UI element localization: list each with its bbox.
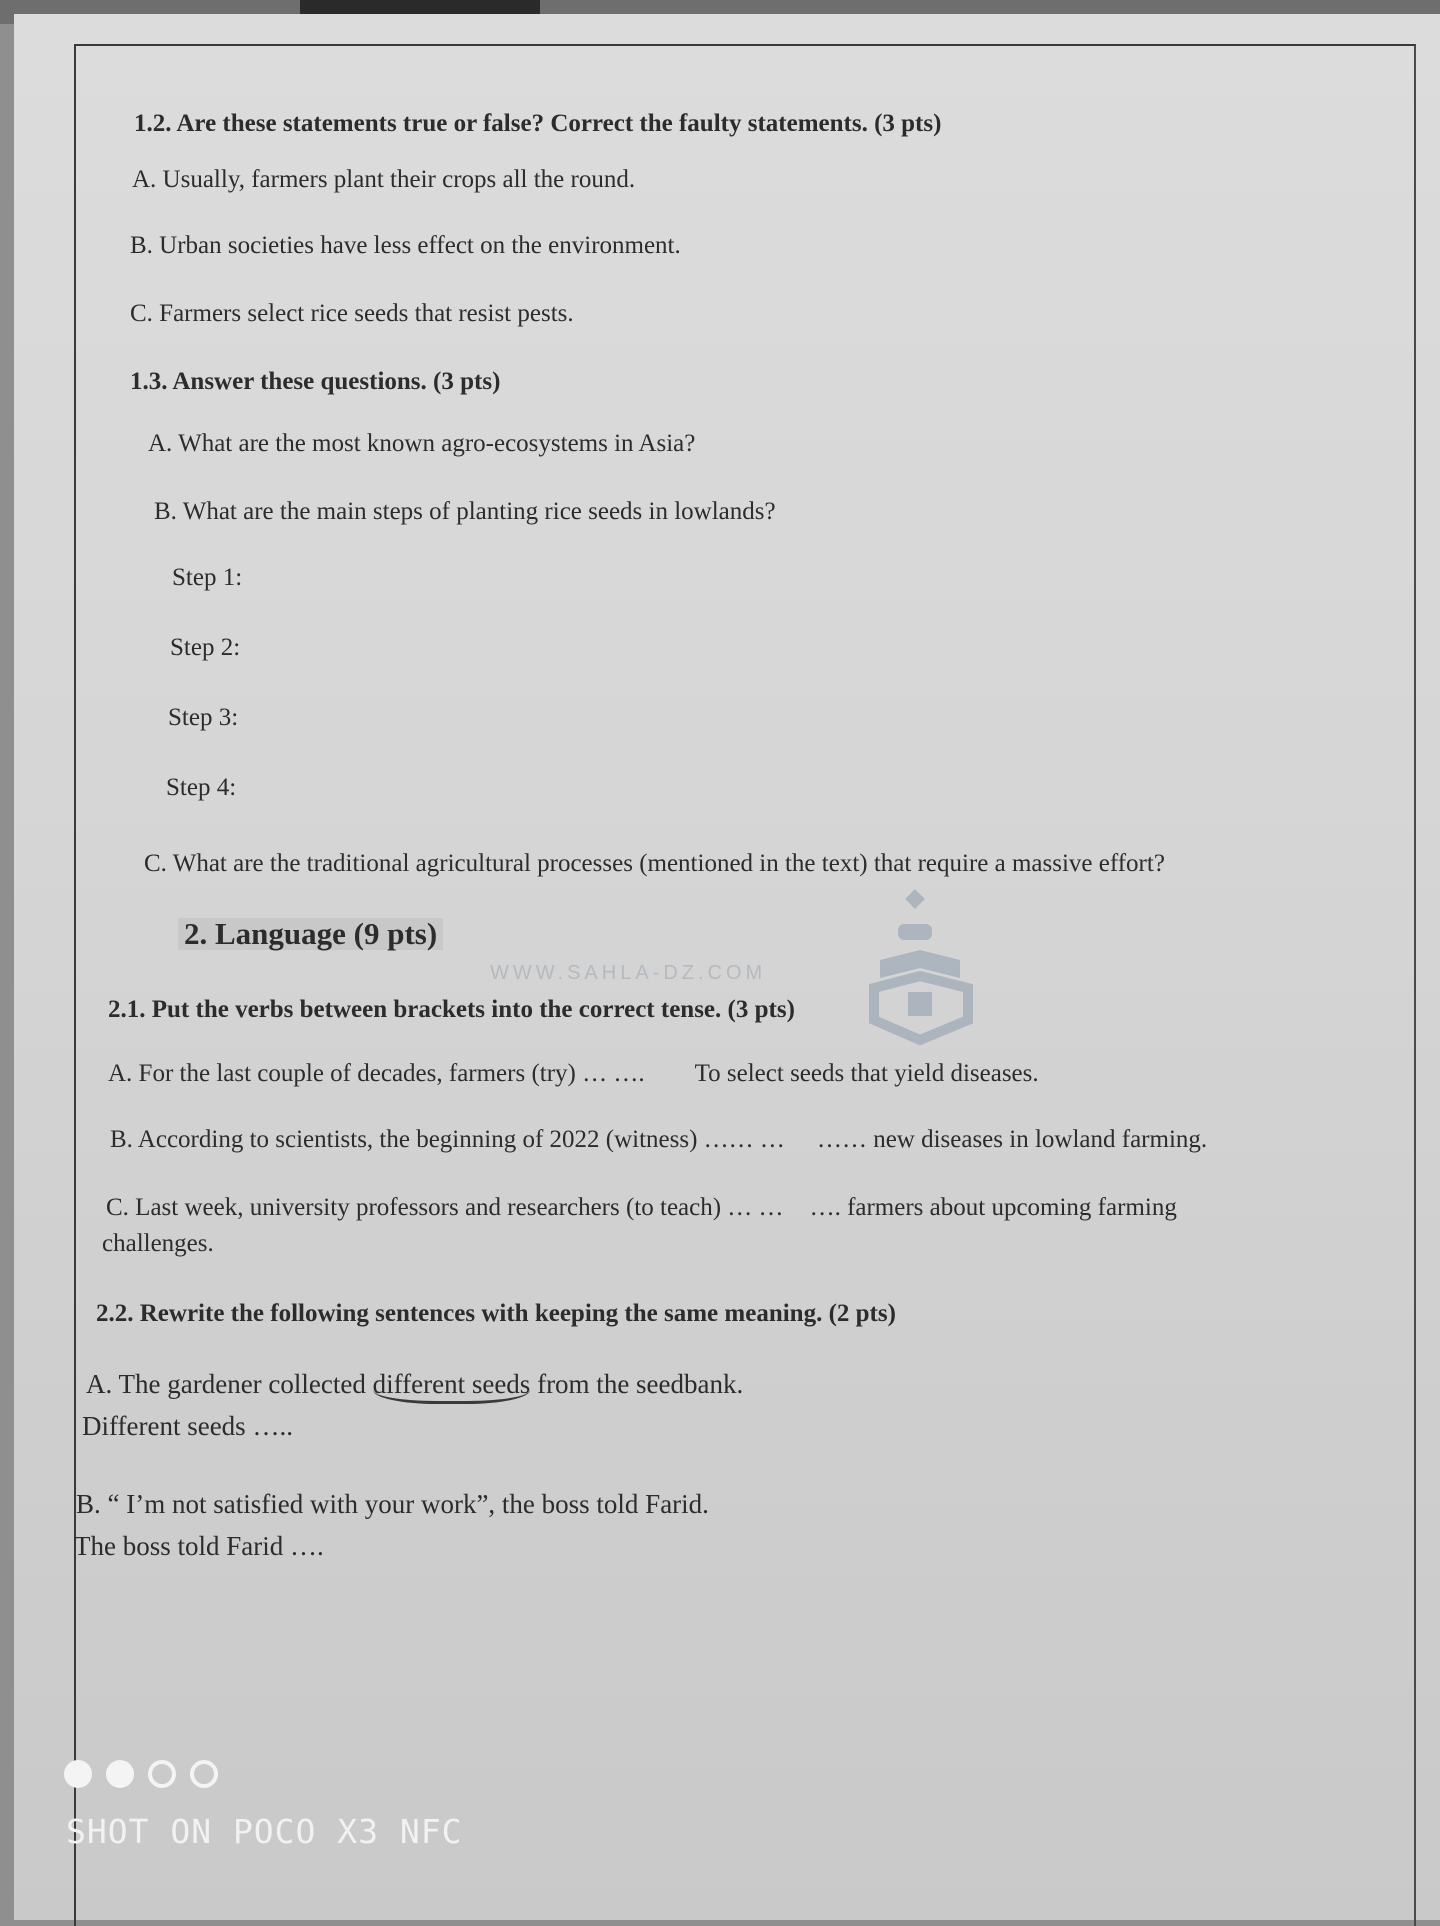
tense-item-b-end: …… new diseases in lowland farming. — [816, 1126, 1208, 1153]
step-1-label: Step 1: — [172, 564, 243, 591]
tense-item-a — [108, 1058, 1039, 1090]
filled-dot-icon — [106, 1760, 134, 1788]
rewrite-item-a — [86, 1368, 743, 1400]
question-a: A. What are the most known agro-ecosystems in Asia? — [148, 430, 696, 457]
statement-c: C. Farmers select rice seeds that resist pests. — [130, 300, 574, 327]
section-2-heading: 2. Language (9 pts) — [178, 918, 443, 950]
hollow-dot-icon — [148, 1760, 176, 1788]
tense-item-b-prompt: B. According to scientists, the beginning of 2022 (witness) …… … — [110, 1126, 785, 1153]
rewrite-a-pre: A. The gardener collected — [86, 1369, 373, 1399]
section-1-3-heading: 1.3. Answer these questions. (3 pts) — [130, 368, 501, 395]
step-3-label: Step 3: — [168, 704, 239, 731]
tense-item-a-prompt: A. For the last couple of decades, farmers (try) … …. — [108, 1060, 645, 1087]
tense-item-b — [110, 1124, 1207, 1156]
watermark-text: WWW.SAHLA-DZ.COM — [490, 962, 767, 984]
rewrite-b-answer: The boss told Farid …. — [74, 1531, 324, 1561]
statement-b: B. Urban societies have less effect on the environment. — [130, 232, 681, 259]
statement-a: A. Usually, farmers plant their crops all the round. — [132, 166, 636, 193]
step-2-label: Step 2: — [170, 634, 241, 661]
section-2-2-heading: 2.2. Rewrite the following sentences with keeping the same meaning. (2 pts) — [96, 1300, 896, 1327]
watermark-logo — [860, 880, 980, 1050]
tense-item-c-continuation: challenges. — [102, 1230, 214, 1257]
tense-item-a-end: To select seeds that yield diseases. — [694, 1060, 1039, 1087]
filled-dot-icon — [64, 1760, 92, 1788]
tense-item-c — [106, 1192, 1177, 1224]
camera-watermark-text: SHOT ON POCO X3 NFC — [66, 1812, 463, 1851]
hollow-dot-icon — [190, 1760, 218, 1788]
tense-item-c-prompt: C. Last week, university professors and researchers (to teach) … … — [106, 1194, 784, 1221]
tense-item-c-end: …. farmers about upcoming farming — [809, 1194, 1177, 1221]
rewrite-item-b: B. “ I’m not satisfied with your work”, the boss told Farid. — [76, 1489, 709, 1519]
camera-dots — [64, 1760, 218, 1788]
section-1-2-heading: 1.2. Are these statements true or false? Correct the faulty statements. (3 pts) — [134, 110, 942, 137]
rewrite-a-answer: Different seeds ….. — [82, 1411, 293, 1441]
question-c: C. What are the traditional agricultural processes (mentioned in the text) that require a massive effort? — [144, 850, 1165, 877]
underlined-phrase: different seeds — [373, 1369, 531, 1404]
section-2-1-heading: 2.1. Put the verbs between brackets into the correct tense. (3 pts) — [108, 996, 795, 1023]
rewrite-a-post: from the seedbank. — [530, 1369, 744, 1399]
step-4-label: Step 4: — [166, 774, 237, 801]
question-b: B. What are the main steps of planting rice seeds in lowlands? — [154, 498, 776, 525]
